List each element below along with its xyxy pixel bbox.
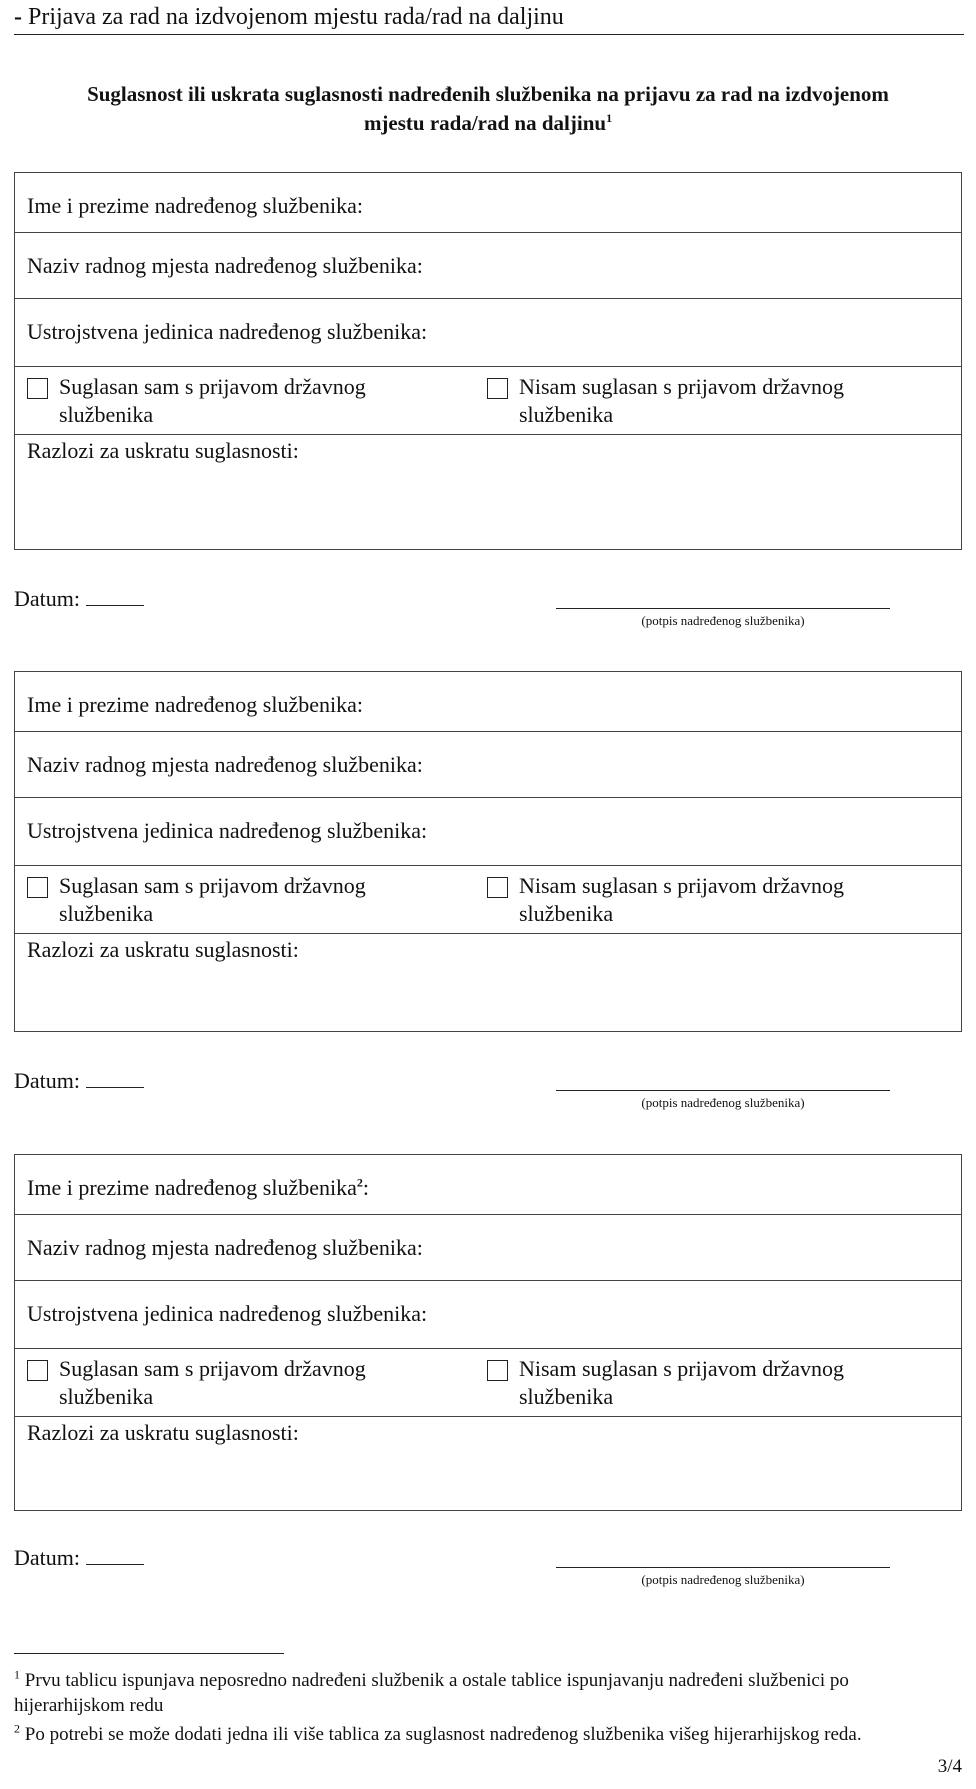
consent-choice-row — [15, 1349, 961, 1417]
title-footnote-ref: 1 — [606, 111, 613, 125]
footnote-2-line-1: Po potrebi se može dodati jedna ili više tablica za suglasnost nadređenog službenika višeg hijerarhijskog reda. — [24, 1724, 862, 1745]
supervisor-position-label: Naziv radnog mjesta nadređenog službenika: — [27, 253, 423, 278]
agree-option[interactable] — [15, 1355, 475, 1416]
date-label: Datum: — [14, 1068, 80, 1093]
agree-label-line-2: službenika — [59, 402, 154, 427]
footnote-2 — [14, 1722, 958, 1747]
date-label: Datum: — [14, 586, 80, 611]
refusal-reason-field[interactable] — [15, 435, 961, 549]
supervisor-unit-label: Ustrojstvena jedinica nadređenog službenika: — [27, 1301, 428, 1326]
agree-label-line-1: Suglasan sam s prijavom državnog — [59, 873, 366, 898]
disagree-option[interactable] — [475, 373, 961, 434]
consent-choice-row — [15, 367, 961, 435]
refusal-reason-field[interactable] — [15, 1417, 961, 1510]
supervisor-position-row — [15, 732, 961, 798]
footnote-1 — [14, 1668, 958, 1718]
supervisor-position-row — [15, 1215, 961, 1281]
document-title — [40, 80, 936, 138]
supervisor-unit-row — [15, 1281, 961, 1349]
disagree-label-line-2: službenika — [519, 1384, 614, 1409]
disagree-checkbox[interactable] — [487, 378, 508, 399]
title-line-1: Suglasnost ili uskrata suglasnosti nadređenih službenika na prijavu za rad na izdvojenom — [87, 82, 889, 106]
signature-caption-1: (potpis nadređenog službenika) — [641, 613, 805, 628]
agree-checkbox[interactable] — [27, 1360, 48, 1381]
footnote-1-line-2: hijerarhijskom redu — [14, 1695, 164, 1716]
supervisor-position-label: Naziv radnog mjesta nadređenog službenika: — [27, 1235, 423, 1260]
signature-caption-2: (potpis nadređenog službenika) — [641, 1095, 805, 1110]
agree-label-line-2: službenika — [59, 1384, 154, 1409]
header-title: Prijava za rad na izdvojenom mjestu rada/rad na daljinu — [28, 4, 564, 30]
disagree-label-line-1: Nisam suglasan s prijavom državnog — [519, 1356, 845, 1381]
approval-form-3 — [14, 1154, 962, 1511]
disagree-checkbox[interactable] — [487, 877, 508, 898]
date-blank[interactable] — [86, 1069, 144, 1088]
agree-label-line-1: Suglasan sam s prijavom državnog — [59, 374, 366, 399]
footnote-1-number: 1 — [14, 1667, 20, 1682]
agree-label-line-1: Suglasan sam s prijavom državnog — [59, 1356, 366, 1381]
supervisor-name-label: Ime i prezime nadređenog službenika: — [27, 193, 363, 218]
disagree-option[interactable] — [475, 872, 961, 933]
supervisor-position-row — [15, 233, 961, 299]
date-blank[interactable] — [86, 1546, 144, 1565]
disagree-label-line-2: službenika — [519, 901, 614, 926]
agree-checkbox[interactable] — [27, 378, 48, 399]
supervisor-unit-row — [15, 299, 961, 367]
supervisor-name-text: Ime i prezime nadređenog službenika — [27, 1175, 357, 1200]
date-blank[interactable] — [86, 587, 144, 606]
supervisor-unit-label: Ustrojstvena jedinica nadređenog službenika: — [27, 319, 428, 344]
agree-option[interactable] — [15, 872, 475, 933]
supervisor-name-label — [27, 1176, 369, 1200]
supervisor-position-label: Naziv radnog mjesta nadređenog službenika: — [27, 752, 423, 777]
signature-line-2[interactable] — [556, 1090, 890, 1091]
supervisor-name-row — [15, 1155, 961, 1215]
supervisor-unit-row — [15, 798, 961, 866]
refusal-reason-field[interactable] — [15, 934, 961, 1031]
approval-form-1 — [14, 172, 962, 550]
supervisor-name-row — [15, 672, 961, 732]
supervisor-name-colon: : — [362, 1175, 369, 1200]
page-number: 3/4 — [937, 1756, 962, 1777]
disagree-label-line-1: Nisam suglasan s prijavom državnog — [519, 873, 845, 898]
date-row-2 — [14, 1068, 144, 1094]
date-row-3 — [14, 1545, 144, 1571]
footnote-2-number: 2 — [14, 1721, 20, 1736]
agree-checkbox[interactable] — [27, 877, 48, 898]
supervisor-name-label: Ime i prezime nadređenog službenika: — [27, 692, 363, 717]
agree-option[interactable] — [15, 373, 475, 434]
date-label: Datum: — [14, 1545, 80, 1570]
signature-caption-3: (potpis nadređenog službenika) — [641, 1572, 805, 1587]
header-dash: - — [14, 4, 22, 30]
approval-form-2 — [14, 671, 962, 1032]
refusal-reason-label: Razlozi za uskratu suglasnosti: — [27, 438, 299, 463]
disagree-checkbox[interactable] — [487, 1360, 508, 1381]
disagree-option[interactable] — [475, 1355, 961, 1416]
agree-label-line-2: službenika — [59, 901, 154, 926]
disagree-label-line-2: službenika — [519, 402, 614, 427]
supervisor-name-row — [15, 173, 961, 233]
supervisor-unit-label: Ustrojstvena jedinica nadređenog službenika: — [27, 818, 428, 843]
refusal-reason-label: Razlozi za uskratu suglasnosti: — [27, 1420, 299, 1445]
signature-line-3[interactable] — [556, 1567, 890, 1568]
refusal-reason-label: Razlozi za uskratu suglasnosti: — [27, 937, 299, 962]
title-line-2: mjestu rada/rad na daljinu — [363, 111, 607, 135]
signature-line-1[interactable] — [556, 608, 890, 609]
supervisor-name-footnote-ref: 2 — [356, 1175, 363, 1190]
page-header — [14, 4, 964, 35]
footnote-1-line-1: Prvu tablicu ispunjava neposredno nadređeni službenik a ostale tablice ispunjavanju nadređeni službenici po — [24, 1670, 849, 1691]
footnote-separator — [14, 1653, 284, 1654]
date-row-1 — [14, 586, 144, 612]
disagree-label-line-1: Nisam suglasan s prijavom državnog — [519, 374, 845, 399]
consent-choice-row — [15, 866, 961, 934]
